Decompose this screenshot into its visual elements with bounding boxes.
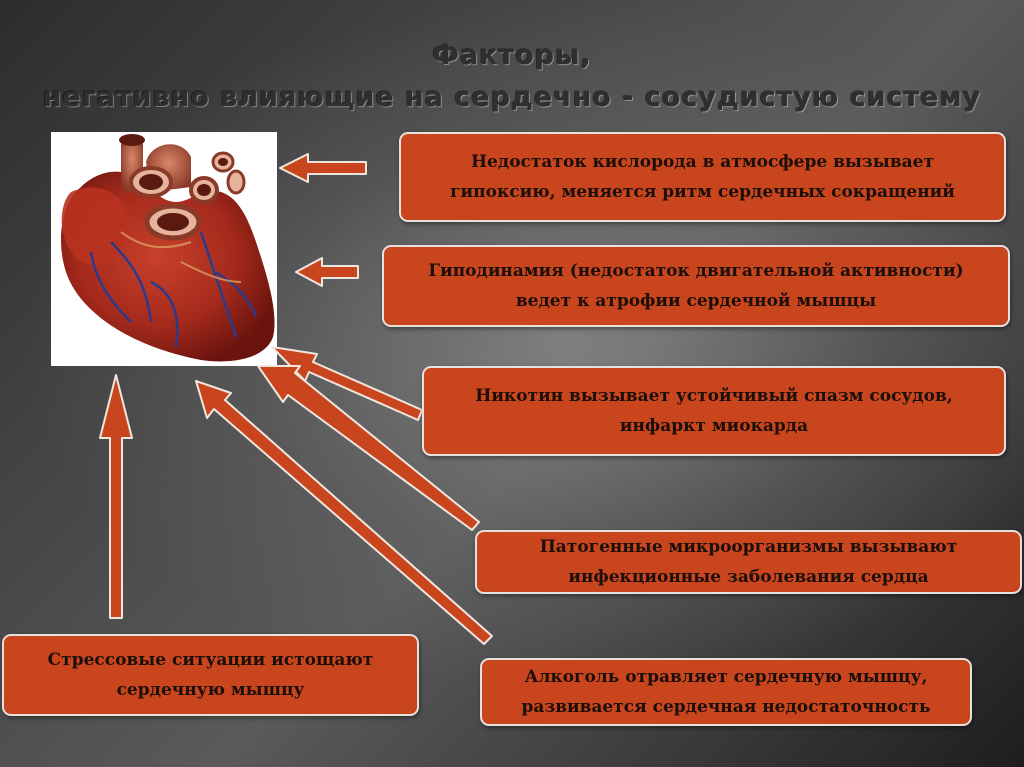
arrow-from-hypodynamia — [296, 258, 358, 286]
factor-box-alcohol — [480, 658, 972, 726]
factor-box-hypodynamia — [382, 245, 1010, 327]
factor-box-nicotine — [422, 366, 1006, 456]
factor-text: ведет к атрофии сердечной мышцы — [515, 291, 877, 311]
factor-text: инфекционные заболевания сердца — [568, 567, 929, 587]
arrow-from-oxygen — [280, 154, 366, 182]
factor-text: развивается сердечная недостаточность — [521, 697, 931, 717]
factor-text: Гиподинамия (недостаток двигательной активности) — [428, 261, 964, 281]
factor-text: Патогенные микроорганизмы вызывают — [539, 537, 958, 557]
arrow-from-stress — [100, 375, 132, 618]
factor-text: Никотин вызывает устойчивый спазм сосудов, — [475, 386, 953, 406]
factor-text: Стрессовые ситуации истощают — [47, 650, 374, 670]
factor-box-stress — [2, 634, 419, 716]
factor-box-oxygen — [399, 132, 1006, 222]
factor-box-microorganisms — [475, 530, 1022, 594]
factor-text: гипоксию, меняется ритм сердечных сокращений — [450, 182, 955, 202]
slide-title-line-2: негативно влияющие на сердечно - сосудистую систему — [42, 82, 982, 113]
factor-text: инфаркт миокарда — [619, 416, 809, 436]
factor-text: сердечную мышцу — [116, 680, 305, 700]
factor-text: Алкоголь отравляет сердечную мышцу, — [524, 667, 928, 687]
factor-text: Недостаток кислорода в атмосфере вызывает — [471, 152, 934, 172]
slide-title-line-1: Факторы, — [432, 40, 592, 71]
